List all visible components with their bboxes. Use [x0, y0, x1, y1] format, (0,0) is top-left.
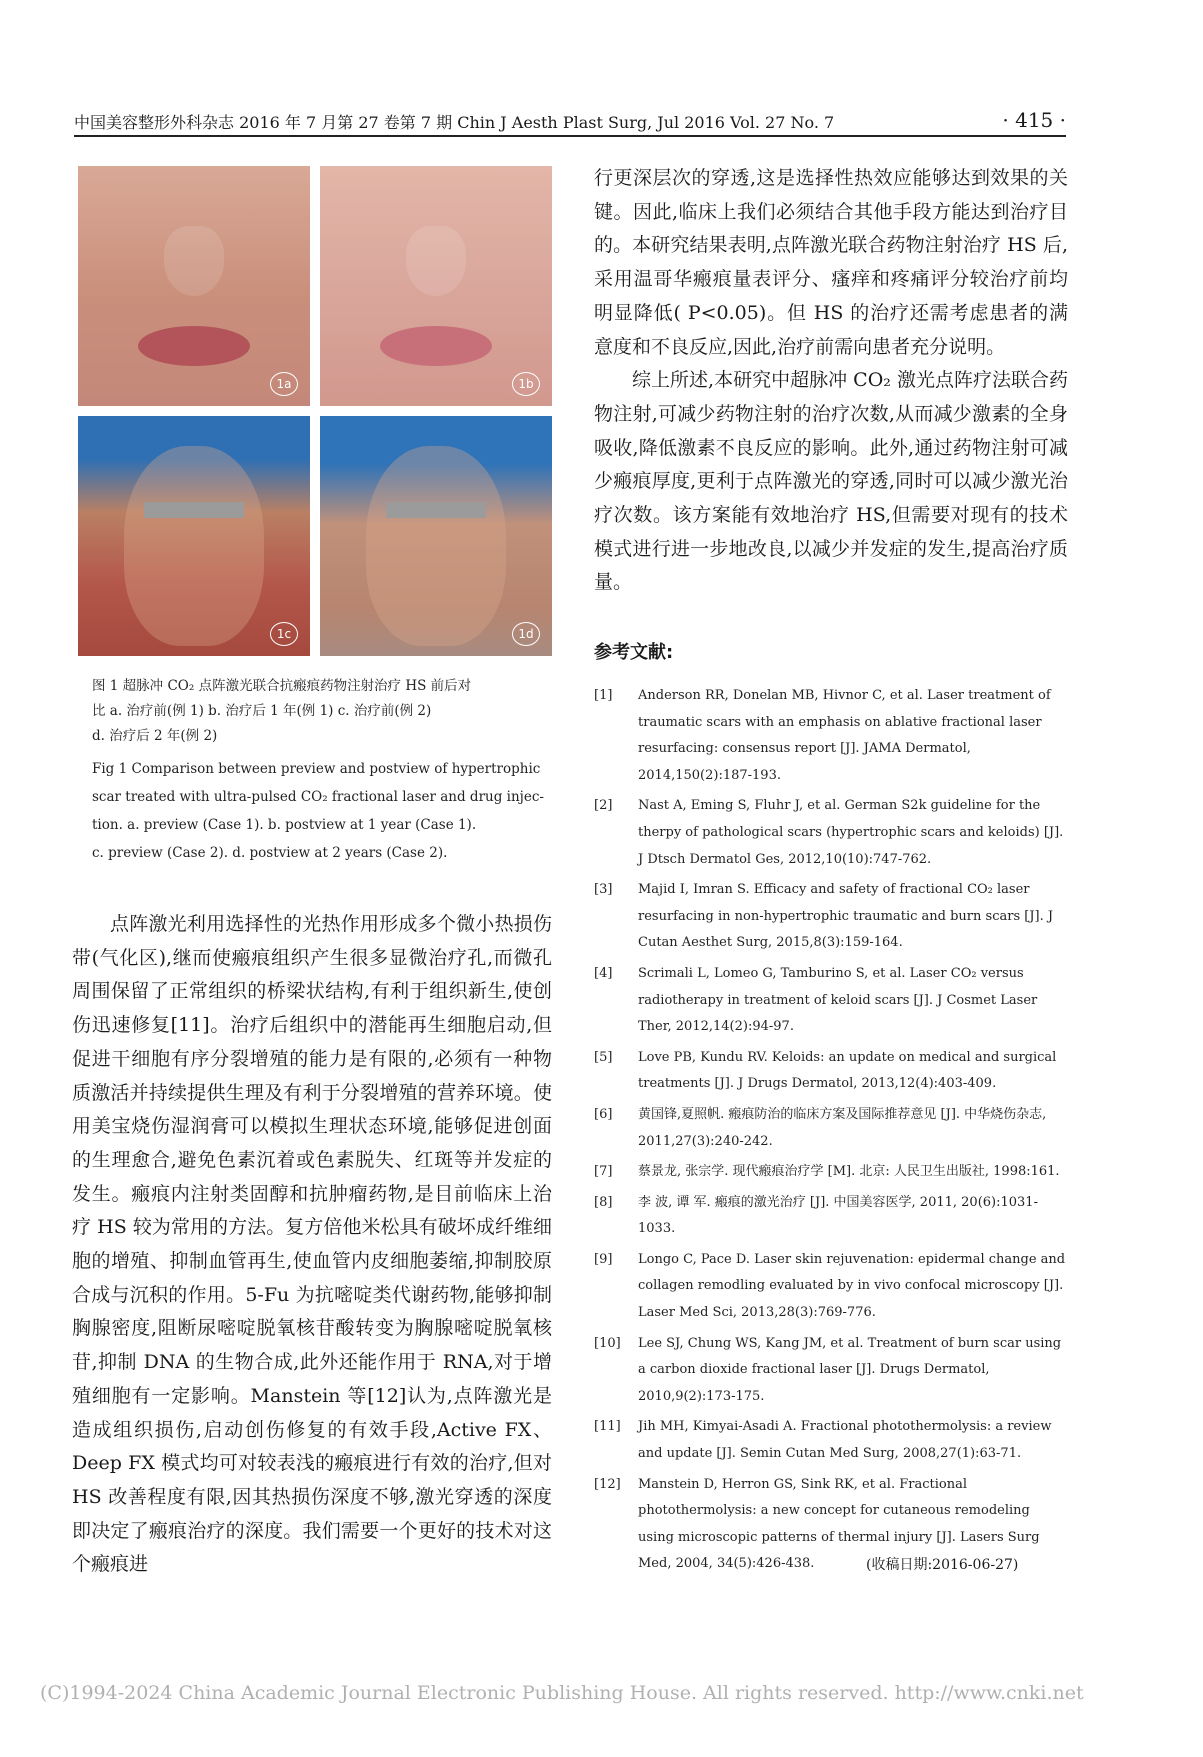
reference-text: Longo C, Pace D. Laser skin rejuvenation: epidermal change and collagen remodling evaluated by in vivo confocal microscopy [J]. Laser Med Sci, 2013,28(3):769-776.	[638, 1251, 1066, 1321]
reference-text: Love PB, Kundu RV. Keloids: an update on medical and surgical treatments [J]. J Drugs Dermatol, 2013,12(4):403-409.	[638, 1049, 1057, 1092]
reference-item	[594, 877, 1068, 957]
photo-1d	[320, 416, 552, 656]
reference-text: Manstein D, Herron GS, Sink RK, et al. Fractional photothermolysis: a new concept for cutaneous remodeling using microscopic patterns of thermal injury [J]. Lasers Surg Med, 2004, 34(5):426-438.	[638, 1476, 1040, 1572]
running-header	[74, 108, 1066, 138]
body-paragraph-continued: 行更深层次的穿透,这是选择性热效应能够达到效果的关键。因此,临床上我们必须结合其他手段方能达到治疗目的。本研究结果表明,点阵激光联合药物注射治疗 HS 后,采用温哥华瘢痕量表评分、瘙痒和疼痛评分较治疗前均明显降低( P<0.05)。但 HS 的治疗还需考虑患者的满意度和不良反应,因此,治疗前需向患者充分说明。	[594, 167, 1068, 358]
body-text-right-column	[594, 162, 1068, 600]
panel-label-1c: 1c	[270, 622, 298, 646]
reference-number: [10]	[594, 1335, 621, 1351]
caption-cn-line-3: d. 治疗后 2 年(例 2)	[92, 728, 218, 744]
journal-citation: 中国美容整形外科杂志 2016 年 7 月第 27 卷第 7 期 Chin J Aesth Plast Surg, Jul 2016 Vol. 27 No. 7	[74, 113, 835, 132]
reference-text: Scrimali L, Lomeo G, Tamburino S, et al. Laser CO₂ versus radiotherapy in treatment of keloid scars [J]. J Cosmet Laser Ther, 2012,14(2):94-97.	[638, 965, 1038, 1035]
reference-text: Nast A, Eming S, Fluhr J, et al. German S2k guideline for the therpy of pathological scars (hypertrophic scars and keloids) [J]. J Dtsch Dermatol Ges, 2012,10(10):747-762.	[638, 798, 1064, 867]
reference-number: [9]	[594, 1251, 613, 1267]
photo-1c	[78, 416, 310, 656]
reference-number: [2]	[594, 798, 613, 814]
reference-text: Anderson RR, Donelan MB, Hivnor C, et al. Laser treatment of traumatic scars with an emphasis on ablative fractional laser resurfacing: consensus report [J]. JAMA Dermatol, 2014,150(2):187-193.	[638, 688, 1051, 783]
caption-en-line-3: tion. a. preview (Case 1). b. postview at 1 year (Case 1).	[92, 817, 477, 833]
page-number: · 415 ·	[1002, 108, 1066, 132]
reference-text: Lee SJ, Chung WS, Kang JM, et al. Treatment of burn scar using a carbon dioxide fractional laser [J]. Drugs Dermatol, 2010,9(2):173-175.	[638, 1335, 1062, 1404]
reference-number: [6]	[594, 1106, 613, 1122]
caption-en-line-2: scar treated with ultra-pulsed CO₂ fractional laser and drug injec-	[92, 789, 544, 805]
reference-number: [12]	[594, 1476, 621, 1492]
photo-1b	[320, 166, 552, 406]
reference-item	[594, 1331, 1068, 1411]
body-paragraph: 点阵激光利用选择性的光热作用形成多个微小热损伤带(气化区),继而使瘢痕组织产生很多显微治疗孔,而微孔周围保留了正常组织的桥梁状结构,有利于组织新生,使创伤迅速修复[11]。治疗后组织中的潜能再生细胞启动,但促进干细胞有序分裂增殖的能力是有限的,必须有一种物质激活并持续提供生理及有利于分裂增殖的营养环境。使用美宝烧伤湿润膏可以模拟生理状态环境,能够促进创面的生理愈合,避免色素沉着或色素脱失、红斑等并发症的发生。瘢痕内注射类固醇和抗肿瘤药物,是目前临床上治疗 HS 较为常用的方法。复方倍他米松具有破坏成纤维细胞的增殖、抑制血管再生,使血管内皮细胞萎缩,抑制胶原合成与沉积的作用。5-Fu 为抗嘧啶类代谢药物,能够抑制胸腺密度,阻断尿嘧啶脱氧核苷酸转变为胸腺嘧啶脱氧核苷,抑制 DNA 的生物合成,此外还能作用于 RNA,对于增殖细胞有一定影响。Manstein 等[12]认为,点阵激光是造成组织损伤,启动创伤修复的有效手段,Active FX、Deep FX 模式均可对较表浅的瘢痕进行有效的治疗,但对 HS 改善程度有限,因其热损伤深度不够,激光穿透的深度即决定了瘢痕治疗的深度。我们需要一个更好的技术对这个瘢痕进	[72, 913, 552, 1576]
reference-item	[594, 683, 1068, 789]
reference-item	[594, 1190, 1068, 1243]
received-date: (收稿日期:2016-06-27)	[866, 1557, 1019, 1573]
reference-item	[594, 1102, 1068, 1155]
panel-label-1b: 1b	[512, 372, 540, 396]
reference-text: 李 波, 谭 军. 瘢痕的激光治疗 [J]. 中国美容医学, 2011, 20(6):1031-1033.	[638, 1194, 1038, 1237]
caption-en-line-1: Fig 1 Comparison between preview and postview of hypertrophic	[92, 761, 541, 777]
reference-number: [7]	[594, 1164, 613, 1180]
reference-number: [8]	[594, 1194, 613, 1210]
reference-number: [3]	[594, 882, 613, 898]
reference-item	[594, 961, 1068, 1041]
reference-text: 黄国锋,夏照帆. 瘢痕防治的临床方案及国际推荐意见 [J]. 中华烧伤杂志, 2011,27(3):240-242.	[638, 1106, 1047, 1149]
reference-text: Jih MH, Kimyai-Asadi A. Fractional photothermolysis: a review and update [J]. Semin Cutan Med Surg, 2008,27(1):63-71.	[638, 1419, 1052, 1462]
references-heading: 参考文献:	[594, 642, 674, 663]
caption-en-line-4: c. preview (Case 2). d. postview at 2 years (Case 2).	[92, 845, 448, 861]
caption-cn-line-2: 比 a. 治疗前(例 1) b. 治疗后 1 年(例 1) c. 治疗前(例 2)	[92, 703, 432, 719]
reference-number: [1]	[594, 688, 613, 703]
conclusion-paragraph: 综上所述,本研究中超脉冲 CO₂ 激光点阵疗法联合药物注射,可减少药物注射的治疗次数,从而减少激素的全身吸收,降低激素不良反应的影响。此外,通过药物注射可减少瘢痕厚度,更利于点阵激光的穿透,同时可以减少激光治疗次数。该方案能有效地治疗 HS,但需要对现有的技术模式进行进一步地改良,以减少并发症的发生,提高治疗质量。	[594, 369, 1068, 594]
reference-text: Majid I, Imran S. Efficacy and safety of fractional CO₂ laser resurfacing in non-hypertrophic traumatic and burn scars [J]. J Cutan Aesthet Surg, 2015,8(3):159-164.	[638, 882, 1054, 951]
caption-cn-line-1: 图 1 超脉冲 CO₂ 点阵激光联合抗瘢痕药物注射治疗 HS 前后对	[92, 678, 472, 694]
reference-number: [4]	[594, 965, 613, 981]
reference-item	[594, 1247, 1068, 1327]
header-rule	[74, 135, 1066, 137]
reference-item	[594, 793, 1068, 873]
reference-number: [11]	[594, 1419, 621, 1435]
reference-item	[594, 1045, 1068, 1098]
reference-text: 蔡景龙, 张宗学. 现代瘢痕治疗学 [M]. 北京: 人民卫生出版社, 1998:161.	[638, 1164, 1060, 1180]
references-list	[594, 683, 1068, 1582]
photo-1a	[78, 166, 310, 406]
reference-item	[594, 1159, 1068, 1186]
figure-1-photos	[78, 166, 552, 662]
panel-label-1a: 1a	[270, 372, 298, 396]
reference-number: [5]	[594, 1049, 613, 1065]
copyright-footer: (C)1994-2024 China Academic Journal Electronic Publishing House. All rights reserved. http://www.cnki.net	[40, 1682, 1084, 1704]
reference-item	[594, 1414, 1068, 1467]
body-text-left-column	[72, 908, 552, 1582]
panel-label-1d: 1d	[512, 622, 540, 646]
